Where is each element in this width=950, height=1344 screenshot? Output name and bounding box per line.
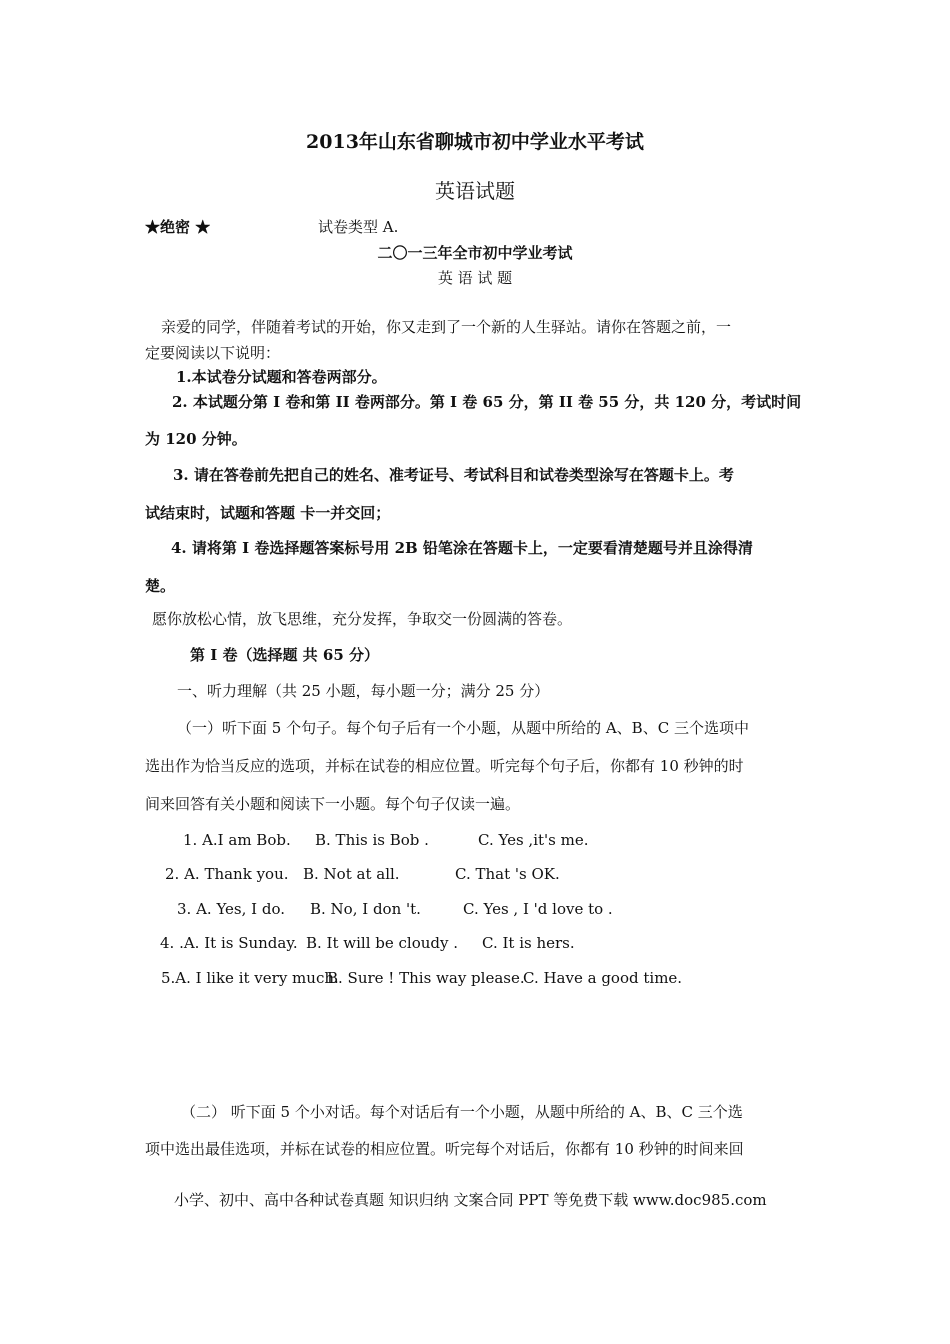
question-1-option-c: C. Yes ,it's me. bbox=[478, 831, 589, 849]
question-1-option-b: B. This is Bob . bbox=[315, 831, 429, 849]
rule-3a: 3. 请在答卷前先把自己的姓名、准考证号、考试科目和试卷类型涂写在答题卡上。考 bbox=[173, 466, 734, 484]
rule-4a: 4. 请将第 I 卷选择题答案标号用 2B 铅笔涂在答题卡上，一定要看清楚题号并且涂得清 bbox=[171, 539, 753, 557]
rule-1: 1.本试卷分试题和答卷两部分。 bbox=[176, 368, 387, 386]
question-4-option-a: 4. .A. It is Sunday. bbox=[160, 934, 298, 952]
sub1-line-c: 间来回答有关小题和阅读下一小题。每个句子仅读一遍。 bbox=[145, 795, 521, 813]
page-title: 2013年山东省聊城市初中学业水平考试 bbox=[306, 131, 644, 153]
question-5-option-b: B. Sure ! This way please. bbox=[327, 969, 525, 987]
question-3-option-c: C. Yes , I 'd love to . bbox=[463, 900, 613, 918]
sub2-line-a: （二） 听下面 5 个小对话。每个对话后有一个小题，从题中所给的 A、B、C 三个选 bbox=[181, 1103, 743, 1121]
intro-line-2: 定要阅读以下说明： bbox=[145, 344, 281, 362]
question-1-option-a: 1. A.I am Bob. bbox=[183, 831, 291, 849]
sub1-line-a: （一）听下面 5 个句子。每个句子后有一个小题，从题中所给的 A、B、C 三个选项中 bbox=[177, 719, 749, 737]
question-4-option-b: B. It will be cloudy . bbox=[306, 934, 459, 952]
page-subtitle: 英语试题 bbox=[435, 179, 515, 203]
rule-2b: 为 120 分钟。 bbox=[145, 430, 247, 448]
rule-2a: 2. 本试题分第 I 卷和第 II 卷两部分。第 I 卷 65 分，第 II 卷 55 分，共 120 分，考试时间 bbox=[172, 393, 802, 411]
question-2-option-b: B. Not at all. bbox=[303, 865, 400, 883]
exam-name: 二〇一三年全市初中学业考试 bbox=[377, 244, 573, 262]
intro-line-1: 亲爱的同学，伴随着考试的开始，你又走到了一个新的人生驿站。请你在答题之前，一 bbox=[161, 318, 732, 336]
rule-3b: 试结束时，试题和答题 卡一并交回； bbox=[145, 504, 391, 522]
question-2-option-c: C. That 's OK. bbox=[455, 865, 560, 883]
paper-type: 试卷类型 A. bbox=[318, 218, 399, 236]
question-5-option-c: C. Have a good time. bbox=[523, 969, 683, 987]
question-3-option-a: 3. A. Yes, I do. bbox=[177, 900, 285, 918]
question-5-option-a: 5.A. I like it very much. bbox=[161, 969, 339, 987]
secret-label: ★绝密 ★ bbox=[145, 218, 211, 236]
part1-heading: 第 I 卷（选择题 共 65 分） bbox=[190, 646, 380, 664]
rule-4b: 楚。 bbox=[145, 577, 176, 595]
question-4-option-c: C. It is hers. bbox=[482, 934, 575, 952]
section1-heading: 一、听力理解（共 25 小题，每小题一分；满分 25 分） bbox=[177, 682, 550, 700]
exam-subject: 英 语 试 题 bbox=[437, 269, 513, 287]
sub2-line-b: 项中选出最佳选项，并标在试卷的相应位置。听完每个对话后，你都有 10 秒钟的时间来回 bbox=[145, 1140, 744, 1158]
question-2-option-a: 2. A. Thank you. bbox=[165, 865, 289, 883]
footer-text: 小学、初中、高中各种试卷真题 知识归纳 文案合同 PPT 等免费下载 www.doc985.com bbox=[174, 1191, 767, 1209]
question-3-option-b: B. No, I don 't. bbox=[310, 900, 421, 918]
sub1-line-b: 选出作为恰当反应的选项，并标在试卷的相应位置。听完每个句子后，你都有 10 秒钟的时 bbox=[145, 757, 744, 775]
wish-line: 愿你放松心情，放飞思维，充分发挥，争取交一份圆满的答卷。 bbox=[152, 610, 573, 628]
